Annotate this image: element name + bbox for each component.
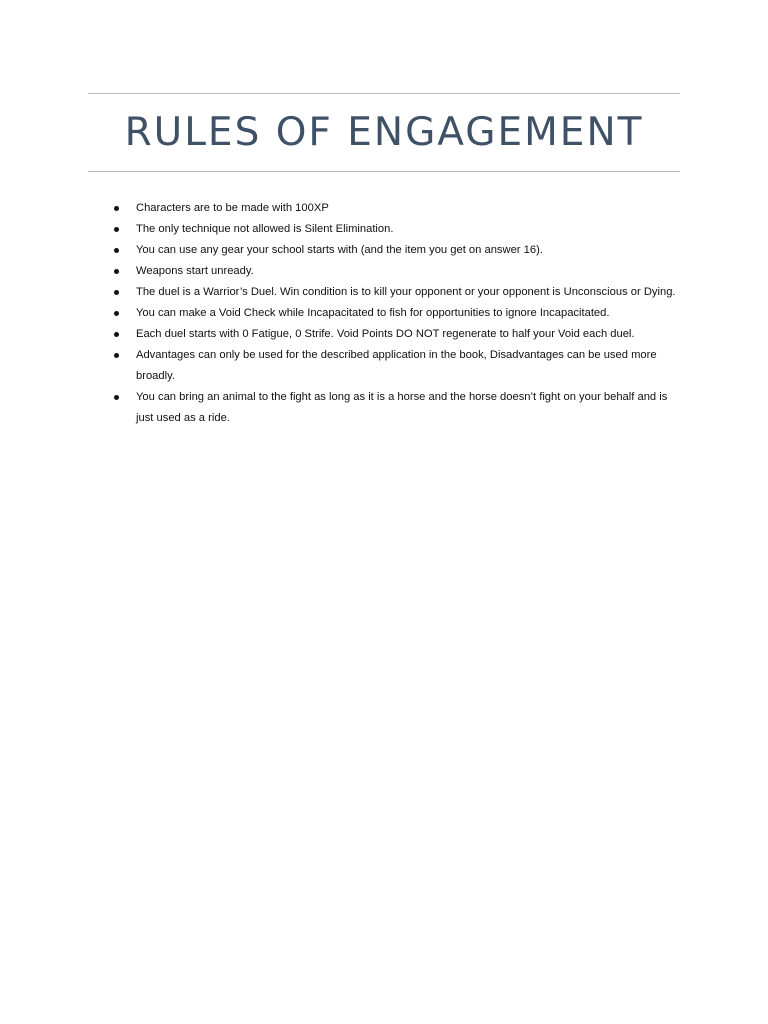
rule-item — [108, 387, 680, 429]
rules-list — [108, 198, 680, 429]
page-title: RULES OF ENGAGEMENT — [124, 110, 644, 155]
rule-item — [108, 198, 680, 219]
rule-text: You can make a Void Check while Incapacitated to fish for opportunities to ignore Incapacitated. — [136, 307, 610, 319]
bullet-icon — [114, 332, 119, 337]
rule-text: Characters are to be made with 100XP — [136, 202, 329, 214]
bullet-icon — [114, 227, 119, 232]
rule-text: You can bring an animal to the fight as long as it is a horse and the horse doesn’t fight on your behalf and is just used as a ride. — [136, 391, 668, 424]
rule-item — [108, 261, 680, 282]
bullet-icon — [114, 290, 119, 295]
rule-text: The duel is a Warrior’s Duel. Win condition is to kill your opponent or your opponent is Unconscious or Dying. — [136, 286, 676, 298]
rule-text: You can use any gear your school starts with (and the item you get on answer 16). — [136, 244, 543, 256]
rule-item — [108, 303, 680, 324]
title-top-divider — [88, 93, 680, 94]
rule-item — [108, 345, 680, 387]
bullet-icon — [114, 206, 119, 211]
rule-item — [108, 240, 680, 261]
rule-item — [108, 324, 680, 345]
title-bottom-divider — [88, 171, 680, 172]
rule-text: The only technique not allowed is Silent Elimination. — [136, 223, 394, 235]
bullet-icon — [114, 353, 119, 358]
rule-item — [108, 282, 680, 303]
bullet-icon — [114, 269, 119, 274]
bullet-icon — [114, 395, 119, 400]
rule-text: Weapons start unready. — [136, 265, 254, 277]
bullet-icon — [114, 248, 119, 253]
bullet-icon — [114, 311, 119, 316]
rule-text: Each duel starts with 0 Fatigue, 0 Strife. Void Points DO NOT regenerate to half your Void each duel. — [136, 328, 635, 340]
rule-text: Advantages can only be used for the described application in the book, Disadvantages can be used more broadly. — [136, 349, 657, 382]
rule-item — [108, 219, 680, 240]
